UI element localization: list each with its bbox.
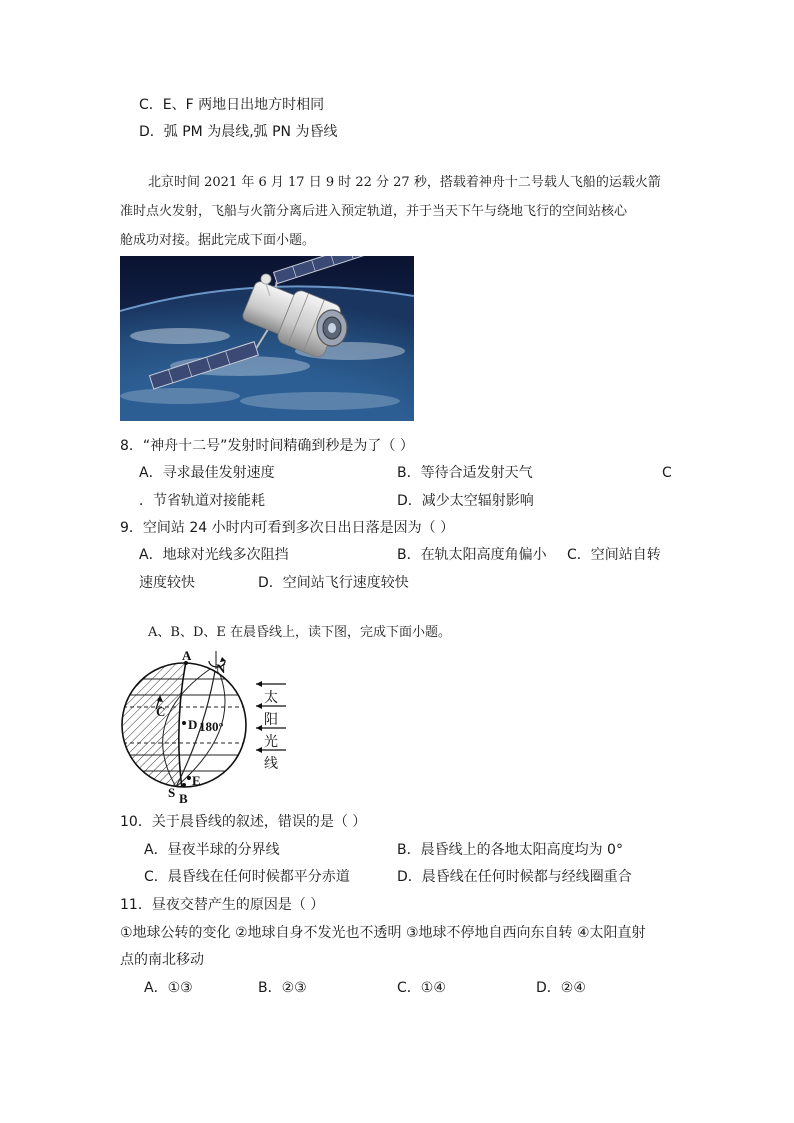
- q11-option-a: A．①③: [144, 980, 193, 996]
- passage2-text: A、B、D、E 在晨昏线上，读下图，完成下面小题。: [148, 625, 451, 640]
- label-n: N: [216, 661, 226, 676]
- label-a: A: [182, 648, 192, 663]
- terminator-diagram: [116, 647, 292, 807]
- sunlight-char-1: 太: [264, 690, 278, 706]
- q11-option-c: C．①④: [397, 980, 446, 996]
- label-d: D: [188, 717, 198, 732]
- q11-statements-line1: ①地球公转的变化 ②地球自身不发光也不透明 ③地球不停地自西向东自转 ④太阳直射: [120, 925, 646, 941]
- sunlight-char-3: 光: [264, 734, 278, 750]
- label-e: E: [192, 773, 201, 788]
- globe-diagram: [116, 647, 292, 807]
- q11-statements-line2: 点的南北移动: [120, 952, 204, 968]
- passage1-line3: 舱成功对接。据此完成下面小题。: [120, 233, 316, 248]
- q11-option-d: D．②④: [536, 980, 586, 996]
- sunlight-char-4: 线: [264, 756, 278, 772]
- q9-option-c-part1: C．空间站自转: [567, 547, 661, 563]
- q8-option-d: D．减少太空辐射影响: [397, 493, 534, 509]
- q9-option-b: B．在轨太阳高度角偏小: [397, 547, 547, 563]
- q10-option-d: D．晨昏线在任何时候都与经线圈重合: [397, 869, 632, 885]
- space-station-image: [120, 256, 414, 421]
- q10-option-a: A．昼夜半球的分界线: [144, 842, 280, 858]
- passage1-line2: 准时点火发射，飞船与火箭分离后进入预定轨道，并于当天下午与绕地飞行的空间站核心: [120, 204, 628, 219]
- q9-stem: 9．空间站 24 小时内可看到多次日出日落是因为（ ）: [120, 520, 455, 536]
- q8-option-a: A．寻求最佳发射速度: [139, 465, 275, 481]
- q10-option-c: C．晨昏线在任何时候都平分赤道: [144, 869, 350, 885]
- q8-stem: 8．“神舟十二号”发射时间精确到秒是为了（ ）: [120, 438, 414, 454]
- label-s: S: [168, 785, 176, 800]
- q8-option-c-text: ．节省轨道对接能耗: [139, 493, 265, 509]
- q9-option-c-part2: 速度较快: [139, 575, 195, 591]
- q7-option-d: D．弧 PM 为晨线,弧 PN 为昏线: [139, 124, 338, 140]
- q10-option-b: B．晨昏线上的各地太阳高度均为 0°: [397, 842, 623, 858]
- label-180: 180°: [199, 719, 224, 734]
- sunlight-char-2: 阳: [264, 712, 278, 728]
- space-station-photo: [120, 256, 414, 421]
- q11-stem: 11．昼夜交替产生的原因是（ ）: [120, 897, 325, 913]
- label-b: B: [179, 791, 188, 806]
- night-hemisphere: [116, 661, 186, 789]
- q9-option-d: D．空间站飞行速度较快: [258, 575, 409, 591]
- q8-option-c-letter: C: [662, 465, 672, 481]
- passage1-line1: 北京时间 2021 年 6 月 17 日 9 时 22 分 27 秒，搭载着神舟十二号载人飞船的运载火箭: [148, 175, 661, 190]
- q9-option-a: A．地球对光线多次阻挡: [139, 547, 289, 563]
- q11-option-b: B．②③: [258, 980, 307, 996]
- label-c: C: [156, 704, 166, 719]
- q10-stem: 10．关于晨昏线的叙述，错误的是（ ）: [120, 814, 367, 830]
- q7-option-c: C．E、F 两地日出地方时相同: [139, 97, 325, 113]
- q8-option-b: B．等待合适发射天气: [397, 465, 533, 481]
